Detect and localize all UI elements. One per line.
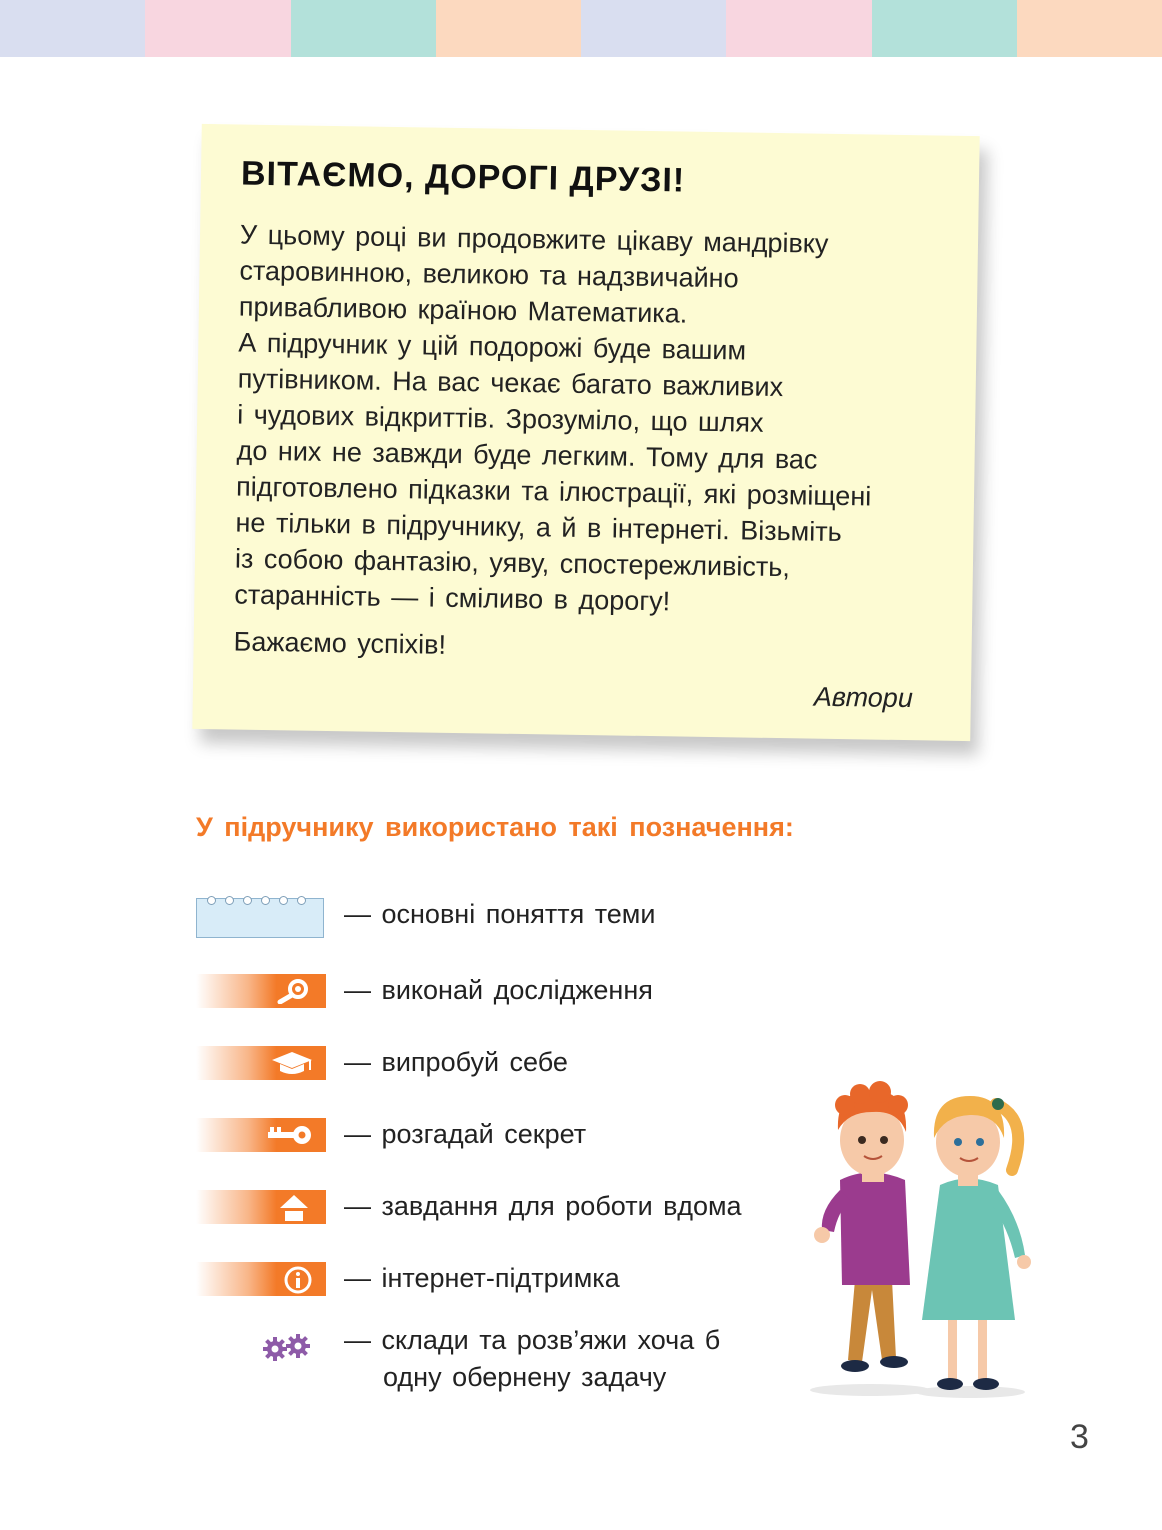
stripe-segment — [1017, 0, 1162, 57]
note-line: не тільки в підручнику, а й в інтернеті. Візьміть — [235, 507, 842, 548]
stripe-segment — [0, 0, 145, 57]
stripe-segment — [436, 0, 581, 57]
legend-item-text: — виконай дослідження — [344, 975, 653, 1005]
info-icon — [196, 1262, 326, 1296]
children-illustration — [800, 1060, 1040, 1400]
legend-item-text: — основні поняття теми — [344, 899, 656, 929]
home-icon — [196, 1190, 326, 1224]
note-body — [234, 217, 960, 624]
page-number: 3 — [1070, 1418, 1089, 1456]
note-line: У цьому році ви продовжите цікаву мандрівку — [239, 219, 829, 259]
legend-item-text-line: — склади та розв’яжи хоча б — [344, 1325, 721, 1355]
stripe-segment — [872, 0, 1017, 57]
girl-figure — [915, 1096, 1031, 1398]
stripe-segment — [145, 0, 290, 57]
note-line: підготовлено підказки та ілюстрації, які розміщені — [235, 471, 872, 512]
note-line: А підручник у цій подорожі буде вашим — [238, 327, 747, 366]
welcome-note — [192, 124, 979, 741]
note-line: старовинною, великою та надзвичайно — [239, 255, 739, 294]
legend-item-text: — випробуй себе — [344, 1047, 568, 1077]
legend-item-text: — інтернет-підтримка — [344, 1263, 620, 1293]
note-line: до них не завжди буде легким. Тому для вас — [236, 435, 818, 475]
legend-item-text — [344, 1322, 720, 1396]
top-color-stripe — [0, 0, 1162, 57]
note-title: ВІТАЄМО, ДОРОГІ ДРУЗІ! — [240, 154, 686, 200]
stripe-segment — [291, 0, 436, 57]
magnifier-icon — [196, 974, 326, 1008]
legend-item-text: — завдання для роботи вдома — [344, 1191, 742, 1221]
note-line: привабливою країною Математика. — [238, 291, 688, 329]
note-wish: Бажаємо успіхів! — [233, 626, 447, 660]
gears-icon — [262, 1334, 312, 1362]
note-line: путівником. На вас чекає багато важливих — [237, 363, 784, 403]
note-line: і чудових відкриттів. Зрозуміло, що шлях — [237, 399, 764, 438]
notebook-icon — [196, 898, 324, 938]
note-signature: Автори — [813, 681, 914, 714]
key-icon — [196, 1118, 326, 1152]
stripe-segment — [726, 0, 871, 57]
legend-item-text-line: одну обернену задачу — [383, 1362, 667, 1392]
boy-figure — [810, 1081, 930, 1396]
note-line: старанність — і сміливо в дорогу! — [234, 579, 671, 617]
note-line: із собою фантазію, уяву, спостережливість, — [234, 543, 791, 583]
stripe-segment — [581, 0, 726, 57]
legend-item-text: — розгадай секрет — [344, 1119, 587, 1149]
legend-heading: У підручнику використано такі позначення: — [196, 812, 794, 842]
graduation-cap-icon — [196, 1046, 326, 1080]
